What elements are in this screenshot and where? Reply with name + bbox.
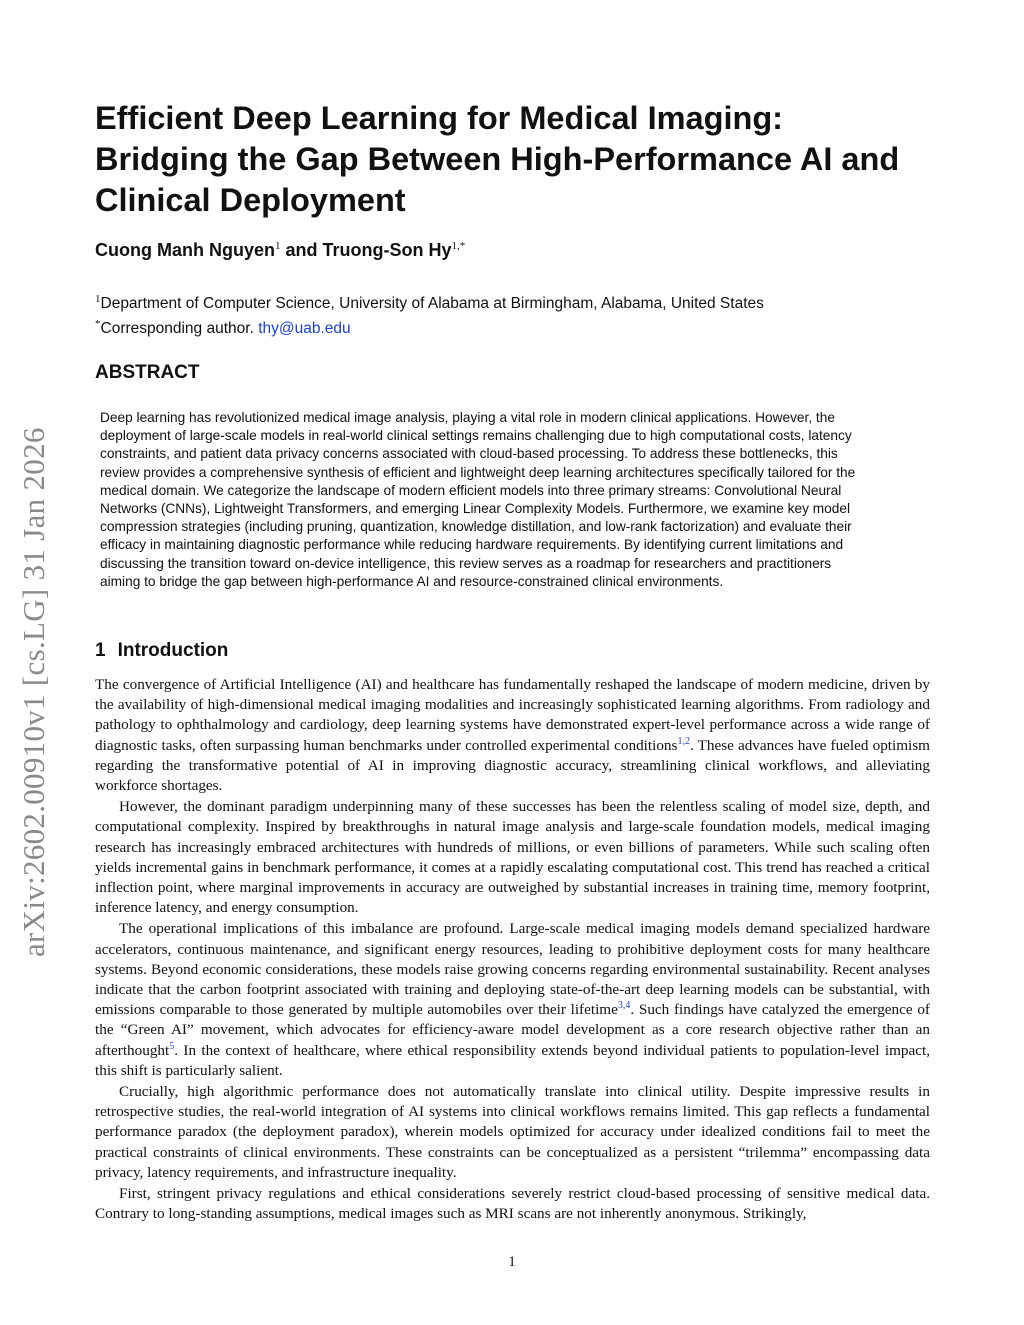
abstract-line: constraints, and patient data privacy concerns associated with cloud-based processing. To address these bottlenecks, this bbox=[100, 446, 838, 462]
introduction-body bbox=[95, 675, 930, 1224]
corresponding-mark: * bbox=[95, 318, 101, 331]
title-line: Bridging the Gap Between High-Performance AI and bbox=[95, 141, 900, 177]
author-list bbox=[95, 240, 465, 261]
paragraph: However, the dominant paradigm underpinning many of these successes has been the relentless scaling of model size, depth, and computational complexity. Inspired by breakthroughs in natural image analysis and large-scale foundation models, medical imaging research has increasingly embraced architectures with hundreds of millions, or even billions of parameters. While such scaling often yields incremental gains in benchmark performance, it comes at a rapidly escalating computational cost. This trend has reached a critical inflection point, where marginal improvements in accuracy are outweighed by substantial increases in training time, memory footprint, inference latency, and energy consumption. bbox=[95, 798, 930, 917]
abstract-line: efficacy in maintaining diagnostic performance while reducing hardware requirements. By identifying current limitations and bbox=[100, 537, 844, 553]
abstract-line: Deep learning has revolutionized medical image analysis, playing a vital role in modern clinical applications. However, the bbox=[100, 410, 835, 425]
paragraph: Crucially, high algorithmic performance does not automatically translate into clinical utility. Despite impressive results in retrospective studies, the real-world integration of AI systems into clinical workflows remains limited. This gap reflects a fundamental performance paradox (the deployment paradox), wherein models optimized for accuracy under idealized conditions fail to meet the practical constraints of clinical environments. These constraints can be conceptualized as a persistent “trilemma” encompassing data privacy, latency requirements, and infrastructure inequality. bbox=[95, 1083, 930, 1181]
arxiv-identifier: arXiv:2602.00910v1 [cs.LG] 31 Jan 2026 bbox=[16, 427, 51, 957]
paragraph-text: The convergence of Artificial Intelligence (AI) and healthcare has fundamentally reshaped the landscape of modern medicine, driven by the availability of high-dimensional medical imaging modalities and increasingly sophisticated learning algorithms. From radiology and pathology to ophthalmology and cardiology, deep learning systems have demonstrated expert-level performance across a wide range of diagnostic tasks, often surpassing human benchmarks under controlled experimental conditions bbox=[95, 676, 930, 754]
citation-link[interactable]: 1,2 bbox=[677, 735, 690, 747]
section-title: Introduction bbox=[117, 640, 229, 661]
abstract-line: deployment of large-scale models in real-world clinical settings remains challenging due to high computational costs, latency bbox=[100, 428, 852, 444]
abstract-line: Networks (CNNs), Lightweight Transformers, and emerging Linear Complexity Models. Furthermore, we examine key model bbox=[100, 501, 851, 517]
affiliations bbox=[95, 289, 764, 339]
affiliation-text: Department of Computer Science, University of Alabama at Birmingham, Alabama, United States bbox=[100, 295, 764, 313]
section-heading bbox=[95, 640, 228, 662]
page-number: 1 bbox=[508, 1254, 516, 1270]
paragraph-text: . These advances have fueled optimism regarding the transformative potential of AI in improving diagnostic accuracy, streamlining clinical workflows, and alleviating workforce shortages. bbox=[95, 736, 930, 795]
paragraph bbox=[95, 919, 930, 1081]
affiliation-line bbox=[95, 289, 764, 314]
abstract-heading: ABSTRACT bbox=[95, 362, 200, 383]
citation-link[interactable]: 5 bbox=[169, 1040, 175, 1052]
abstract-line: compression strategies (including pruning, quantization, knowledge distillation, and low-rank factorization) and evaluate their bbox=[100, 519, 852, 535]
corresponding-label: Corresponding author. bbox=[100, 320, 259, 338]
author-name: Truong-Son Hy bbox=[322, 240, 452, 260]
corresponding-line bbox=[95, 314, 764, 339]
paper-title bbox=[95, 98, 975, 221]
paragraph-text: The operational implications of this imbalance are profound. Large-scale medical imaging models demand specialized hardware accelerators, continuous maintenance, and significant energy resources, leading to prohibitive deployment costs for many healthcare systems. Beyond economic considerations, these models raise growing concerns regarding environmental sustainability. Recent analyses indicate that the carbon footprint associated with training and deploying state-of-the-art deep learning models can be substantial, with emissions comparable to those generated by multiple automobiles over their lifetime bbox=[95, 920, 930, 1019]
abstract-body bbox=[100, 409, 924, 591]
title-line: Efficient Deep Learning for Medical Imaging: bbox=[95, 100, 784, 136]
author-affiliation-mark: 1 bbox=[274, 240, 281, 252]
author-connector: and bbox=[280, 240, 323, 260]
abstract-line: discussing the transition toward on-device intelligence, this review serves as a roadmap for researchers and practitioners bbox=[100, 555, 832, 571]
title-line: Clinical Deployment bbox=[95, 182, 406, 218]
author-affiliation-mark: 1,* bbox=[451, 240, 466, 252]
email-link[interactable]: thy@uab.edu bbox=[258, 320, 351, 338]
section-number: 1 bbox=[95, 640, 106, 661]
abstract-line: medical domain. We categorize the landscape of modern efficient models into three primary streams: Convolutional Neural bbox=[100, 482, 842, 498]
paragraph bbox=[95, 675, 930, 796]
abstract-line: aiming to bridge the gap between high-performance AI and resource-constrained clinical environments. bbox=[100, 573, 724, 589]
affiliation-mark: 1 bbox=[95, 293, 101, 305]
paragraph: First, stringent privacy regulations and ethical considerations severely restrict cloud-based processing of sensitive medical data. Contrary to long-standing assumptions, medical images such as MRI scans are not inherently anonymous. Strikingly, bbox=[95, 1185, 930, 1223]
citation-link[interactable]: 3,4 bbox=[617, 1000, 631, 1012]
abstract-line: review provides a comprehensive synthesis of efficient and lightweight deep learning architectures specifically tailored for the bbox=[100, 464, 856, 480]
paragraph-text: . In the context of healthcare, where ethical responsibility extends beyond individual patients to population-level impact, this shift is particularly salient. bbox=[95, 1041, 930, 1079]
author-name: Cuong Manh Nguyen bbox=[95, 240, 275, 260]
paragraph-text: . Such findings have catalyzed the emergence of the “Green AI” movement, which advocates for efficiency-aware model development as a core research objective rather than an afterthought bbox=[95, 1001, 930, 1059]
